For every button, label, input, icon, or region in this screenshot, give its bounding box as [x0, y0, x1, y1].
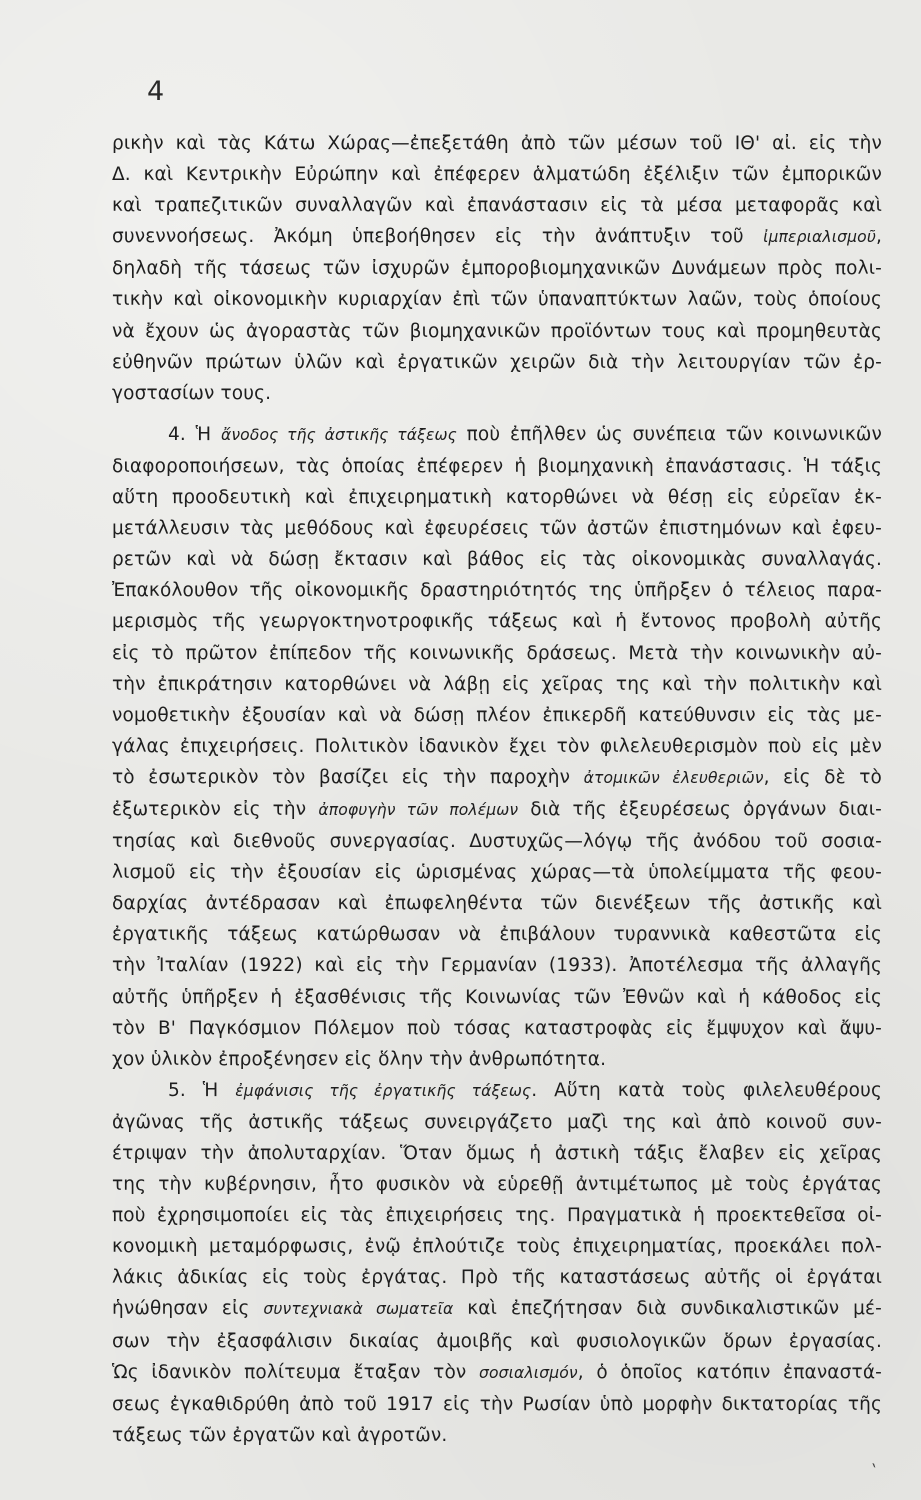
text-line: [112, 1231, 882, 1262]
text-line: [112, 826, 882, 857]
text-segment: ἐξωτερικὸν εἰς τὴν: [112, 798, 319, 820]
italic-text-segment: ἰμπεριαλισμοῦ: [763, 228, 876, 247]
text-line: [112, 1357, 882, 1389]
text-segment: νὰ ἔχουν ὡς ἀγοραστὰς τῶν βιομηχανικῶν προϊόντων τους καὶ προμηθευτὰς: [112, 320, 882, 342]
italic-text-segment: ἀποφυγὴν τῶν πολέμων: [318, 800, 519, 819]
text-segment: τικὴν καὶ οἰκονομικὴν κυριαρχίαν ἐπὶ τῶν ὑπαναπτύκτων λαῶν, τοὺς ὁποίους: [112, 289, 882, 311]
text-segment: σεως ἐγκαθιδρύθη ἀπὸ τοῦ 1917 εἰς τὴν Ρωσίαν ὑπὸ μορφὴν δικτατορίας τῆς: [112, 1393, 882, 1415]
text-segment: ρετῶν καὶ νὰ δώσῃ ἔκτασιν καὶ βάθος εἰς τὰς οἰκονομικὰς συναλλαγάς.: [112, 549, 882, 571]
text-segment: λισμοῦ εἰς τὴν ἐξουσίαν εἰς ὡρισμένας χώρας—τὰ ὑπολείμματα τῆς φεου-: [112, 862, 882, 884]
text-segment: 5. Ἡ: [168, 1079, 236, 1101]
text-segment: . Αὕτη κατὰ τοὺς φιλελευθέρους: [531, 1079, 882, 1101]
text-segment: αὕτη προοδευτικὴ καὶ ἐπιχειρηματικὴ κατορθώνει νὰ θέσῃ εἰς εὐρεῖαν ἐκ-: [112, 487, 882, 509]
text-line: [112, 1200, 882, 1231]
text-line: [112, 284, 882, 315]
text-line: [112, 638, 882, 669]
italic-text-segment: ἀτομικῶν ἐλευθεριῶν: [583, 768, 764, 787]
body-text: [112, 128, 882, 1451]
text-line: [112, 794, 882, 826]
text-segment: διὰ τῆς ἐξευρέσεως ὀργάνων διαι-: [518, 798, 882, 820]
text-segment: Ἐπακόλουθον τῆς οἰκονομικῆς δραστηριότητός της ὑπῆρξεν ὁ τέλειος παρα-: [112, 580, 882, 602]
text-segment: καὶ ἐπεζήτησαν διὰ συνδικαλιστικῶν μέ-: [453, 1298, 882, 1320]
text-line: [112, 419, 882, 451]
text-line: [112, 190, 882, 221]
text-segment: δηλαδὴ τῆς τάσεως τῶν ἰσχυρῶν ἐμποροβιομηχανικῶν Δυνάμεων πρὸς πολι-: [112, 258, 882, 280]
text-line: [112, 1169, 882, 1200]
text-segment: εὐθηνῶν πρώτων ὑλῶν καὶ ἐργατικῶν χειρῶν διὰ τὴν λειτουργίαν τῶν ἐρ-: [112, 351, 882, 373]
text-segment: 4. Ἡ: [168, 423, 221, 445]
text-segment: τάξεως τῶν ἐργατῶν καὶ ἀγροτῶν.: [112, 1424, 448, 1446]
text-line: [112, 347, 882, 378]
italic-text-segment: ἐμφάνισις τῆς ἐργατικῆς τάξεως: [235, 1081, 532, 1100]
text-segment: μετάλλευσιν τὰς μεθόδους καὶ ἐφευρέσεις τῶν ἀστῶν ἐπιστημόνων καὶ ἐφευ-: [112, 518, 882, 540]
text-segment: της τὴν κυβέρνησιν, ἦτο φυσικὸν νὰ εὑρεθῇ ἀντιμέτωπος μὲ τοὺς ἐργάτας: [112, 1174, 882, 1196]
text-line: [112, 1420, 882, 1451]
text-line: [112, 1138, 882, 1169]
italic-text-segment: σοσιαλισμόν: [479, 1363, 578, 1382]
text-segment: τὴν ἐπικράτησιν κατορθώνει νὰ λάβῃ εἰς χεῖρας της καὶ τὴν πολιτικὴν καὶ: [112, 673, 882, 695]
text-line: [112, 1293, 882, 1325]
text-line: [112, 1075, 882, 1107]
text-segment: ,: [875, 226, 882, 248]
text-segment: γάλας ἐπιχειρήσεις. Πολιτικὸν ἰδανικὸν ἔχει τὸν φιλελευθερισμὸν ποὺ εἰς μὲν: [112, 735, 882, 757]
text-line: [112, 700, 882, 731]
text-line: [112, 128, 882, 159]
text-segment: ἐργατικῆς τάξεως κατώρθωσαν νὰ ἐπιβάλουν τυραννικὰ καθεστῶτα εἰς: [112, 924, 882, 946]
text-segment: τὸ ἐσωτερικὸν τὸν βασίζει εἰς τὴν παροχὴν: [112, 766, 584, 788]
text-line: [112, 888, 882, 919]
corner-mark-icon: ˋ: [864, 1461, 881, 1484]
text-segment: Ὡς ἰδανικὸν πολίτευμα ἔταξαν τὸν: [112, 1361, 480, 1383]
text-line: [112, 950, 882, 981]
text-line: [112, 221, 882, 253]
text-segment: τὸν Β' Παγκόσμιον Πόλεμον ποὺ τόσας καταστροφὰς εἰς ἔμψυχον καὶ ἄψυ-: [112, 1017, 882, 1039]
text-segment: γοστασίων τους.: [112, 382, 272, 404]
text-segment: χον ὑλικὸν ἐπροξένησεν εἰς ὅλην τὴν ἀνθρωπότητα.: [112, 1048, 607, 1070]
text-line: [112, 1044, 882, 1075]
text-line: [112, 1107, 882, 1138]
text-line: [112, 731, 882, 762]
text-segment: ἡνώθησαν εἰς: [112, 1298, 264, 1320]
text-line: [112, 762, 882, 794]
text-line: [112, 482, 882, 513]
italic-text-segment: ἄνοδος τῆς ἀστικῆς τάξεως: [220, 425, 457, 444]
text-segment: ρικὴν καὶ τὰς Κάτω Χώρας—ἐπεξετάθη ἀπὸ τῶν μέσων τοῦ ΙΘ' αἰ. εἰς τὴν: [112, 133, 882, 154]
text-line: [112, 253, 882, 284]
text-line: [112, 513, 882, 544]
text-line: [112, 544, 882, 575]
text-line: [112, 451, 882, 482]
text-segment: λάκις ἀδικίας εἰς τοὺς ἐργάτας. Πρὸ τῆς καταστάσεως αὐτῆς οἱ ἐργάται: [112, 1267, 882, 1289]
text-segment: ποὺ ἐχρησιμοποίει εἰς τὰς ἐπιχειρήσεις της. Πραγματικὰ ἡ προεκτεθεῖσα οἰ-: [112, 1205, 882, 1227]
text-line: [112, 575, 882, 606]
text-line: [112, 1389, 882, 1420]
text-segment: καὶ τραπεζιτικῶν συναλλαγῶν καὶ ἐπανάστασιν εἰς τὰ μέσα μεταφορᾶς καὶ: [112, 195, 882, 217]
paragraph-spacer: [112, 409, 882, 419]
page-number: 4: [147, 76, 165, 107]
text-segment: έτριψαν τὴν ἀπολυταρχίαν. Ὅταν ὅμως ἡ ἀστικὴ τάξις ἔλαβεν εἰς χεῖρας: [112, 1143, 882, 1164]
text-segment: νομοθετικὴν ἐξουσίαν καὶ νὰ δώσῃ πλέον ἐπικερδῆ κατεύθυνσιν εἰς τὰς με-: [112, 704, 882, 726]
text-segment: κονομικὴ μεταμόρφωσις, ἐνῷ ἐπλούτιζε τοὺς ἐπιχειρηματίας, προεκάλει πολ-: [112, 1236, 882, 1258]
text-line: [112, 159, 882, 190]
text-segment: μερισμὸς τῆς γεωργοκτηνοτροφικῆς τάξεως καὶ ἡ ἔντονος προβολὴ αὐτῆς: [112, 611, 882, 633]
text-line: [112, 982, 882, 1013]
text-line: [112, 857, 882, 888]
text-segment: συνεννοήσεως. Ἀκόμη ὑπεβοήθησεν εἰς τὴν ἀνάπτυξιν τοῦ: [112, 226, 764, 248]
text-line: [112, 316, 882, 347]
italic-text-segment: συντεχνιακὰ σωματεῖα: [263, 1300, 454, 1319]
text-segment: ἀγῶνας τῆς ἀστικῆς τάξεως συνειργάζετο μαζὶ της καὶ ἀπὸ κοινοῦ συν-: [112, 1111, 882, 1133]
text-line: [112, 669, 882, 700]
text-line: [112, 606, 882, 637]
text-segment: , ὁ ὁποῖος κατόπιν ἐπαναστά-: [577, 1361, 882, 1383]
text-segment: τὴν Ἰταλίαν (1922) καὶ εἰς τὴν Γερμανίαν (1933). Ἀποτέλεσμα τῆς ἀλλαγῆς: [112, 955, 882, 977]
text-segment: ποὺ ἐπῆλθεν ὡς συνέπεια τῶν κοινωνικῶν: [456, 423, 882, 445]
text-segment: εἰς τὸ πρῶτον ἐπίπεδον τῆς κοινωνικῆς δράσεως. Μετὰ τὴν κοινωνικὴν αὐ-: [112, 642, 882, 664]
text-line: [112, 919, 882, 950]
text-segment: διαφοροποιήσεων, τὰς ὁποίας ἐπέφερεν ἡ βιομηχανικὴ ἐπανάστασις. Ἡ τάξις: [112, 455, 882, 477]
text-segment: σων τὴν ἐξασφάλισιν δικαίας ἀμοιβῆς καὶ φυσιολογικῶν ὅρων ἐργασίας.: [112, 1330, 882, 1352]
text-segment: αὐτῆς ὑπῆρξεν ἡ ἐξασθένισις τῆς Κοινωνίας τῶν Ἐθνῶν καὶ ἡ κάθοδος εἰς: [112, 986, 882, 1008]
text-line: [112, 1262, 882, 1293]
text-line: [112, 1326, 882, 1357]
text-line: [112, 378, 882, 409]
text-segment: , εἰς δὲ τὸ: [763, 766, 882, 788]
text-segment: δαρχίας ἀντέδρασαν καὶ ἐπωφεληθέντα τῶν διενέξεων τῆς ἀστικῆς καὶ: [112, 893, 882, 915]
text-line: [112, 1013, 882, 1044]
text-segment: Δ. καὶ Κεντρικὴν Εὐρώπην καὶ ἐπέφερεν ἁλματώδη ἐξέλιξιν τῶν ἐμπορικῶν: [112, 164, 882, 186]
text-segment: τησίας καὶ διεθνοῦς συνεργασίας. Δυστυχῶς—λόγῳ τῆς ἀνόδου τοῦ σοσια-: [112, 831, 882, 853]
